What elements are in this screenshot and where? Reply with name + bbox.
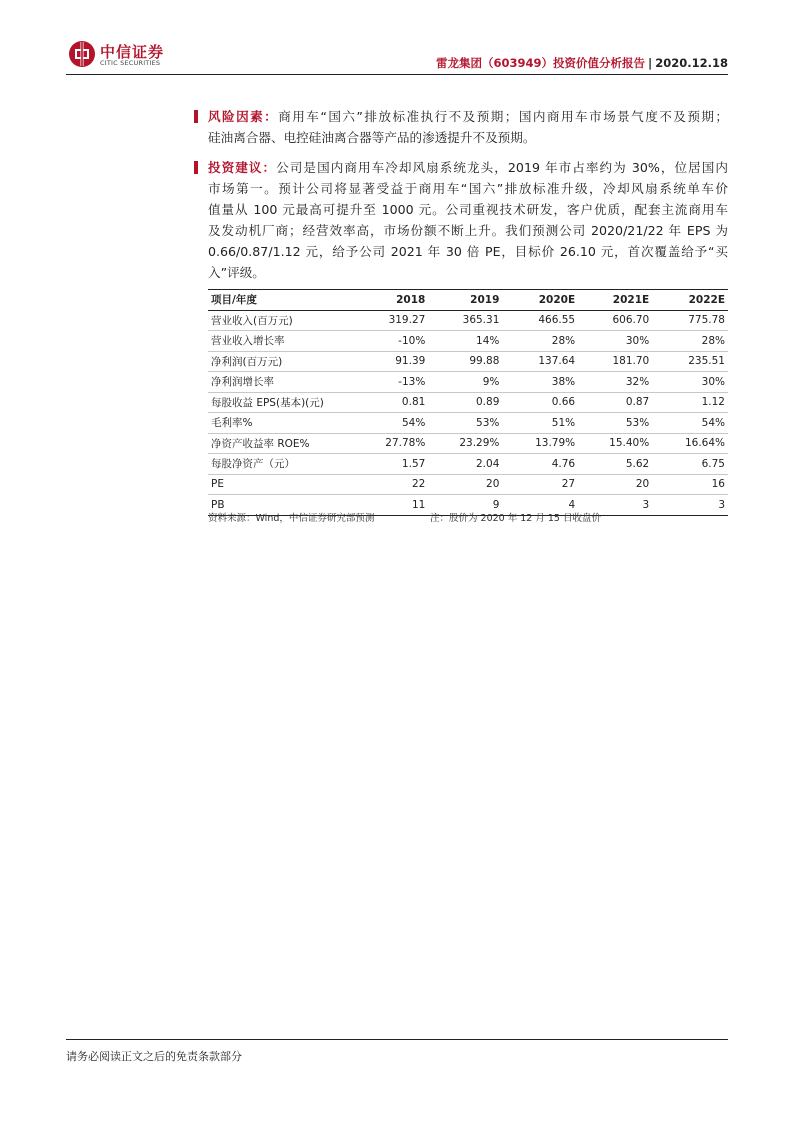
table-row [208, 413, 728, 434]
table-cell: 净利润增长率 [208, 372, 358, 393]
table-cell: 53% [578, 413, 652, 434]
table-cell: 14% [428, 331, 502, 352]
table-cell: 5.62 [578, 454, 652, 475]
logo-text-en: CITIC SECURITIES [100, 59, 161, 67]
table-cell: 15.40% [578, 433, 652, 454]
footer-divider [66, 1039, 728, 1040]
table-cell: 137.64 [502, 351, 578, 372]
table-cell: 30% [578, 331, 652, 352]
table-cell: -13% [358, 372, 429, 393]
table-cell: 营业收入(百万元) [208, 310, 358, 331]
table-cell: 53% [428, 413, 502, 434]
table-cell: 54% [358, 413, 429, 434]
table-cell: 30% [652, 372, 728, 393]
header-info [436, 55, 728, 71]
advice-line-1: 投资建议：公司是国内商用车冷却风扇系统龙头，2019 年市占率约为 30%，位居国内 [208, 160, 728, 175]
report-date: 2020.12.18 [655, 56, 728, 70]
table-cell: 毛利率% [208, 413, 358, 434]
table-cell: 每股收益 EPS(基本)(元) [208, 392, 358, 413]
advice-paragraph [208, 157, 728, 283]
risk-line-2: 硅油离合器、电控硅油离合器等产品的渗透提升不及预期。 [208, 130, 536, 145]
table-cell: 32% [578, 372, 652, 393]
table-row [208, 474, 728, 495]
citic-logo-icon [68, 40, 96, 68]
table-header-cell: 2019 [428, 290, 502, 311]
advice-line-2: 市场第一。预计公司将显著受益于商用车“国六”排放标准升级，冷却风扇系统单车价 [208, 181, 728, 196]
table-cell: 0.66 [502, 392, 578, 413]
table-cell: 20 [428, 474, 502, 495]
table-row [208, 331, 728, 352]
table-cell: PE [208, 474, 358, 495]
table-cell: 319.27 [358, 310, 429, 331]
table-header-cell: 2020E [502, 290, 578, 311]
table-cell: 91.39 [358, 351, 429, 372]
financial-forecast-table [208, 289, 728, 516]
table-cell: 606.70 [578, 310, 652, 331]
table-cell: 28% [502, 331, 578, 352]
table-cell: 2.04 [428, 454, 502, 475]
table-cell: 3 [578, 495, 652, 516]
table-cell: 营业收入增长率 [208, 331, 358, 352]
advice-line-3: 值量从 100 元最高可提升至 1000 元。公司重视技术研发，客户优质，配套主流商用车 [208, 202, 728, 217]
table-cell: 775.78 [652, 310, 728, 331]
advice-line-5: 0.66/0.87/1.12 元，给予公司 2021 年 30 倍 PE，目标价 26.10 元，首次覆盖给予“买 [208, 244, 728, 259]
table-header-cell: 2021E [578, 290, 652, 311]
table-cell: 6.75 [652, 454, 728, 475]
table-header-row [208, 290, 728, 311]
table-cell: -10% [358, 331, 429, 352]
table-cell: 13.79% [502, 433, 578, 454]
logo-text-cn: 中信证券 [100, 43, 165, 61]
table-cell: 51% [502, 413, 578, 434]
table-row [208, 351, 728, 372]
table-cell: 16.64% [652, 433, 728, 454]
table-cell: 9% [428, 372, 502, 393]
advice-line-6: 入”评级。 [208, 265, 265, 280]
table-cell: 1.12 [652, 392, 728, 413]
header-separator: | [648, 56, 653, 70]
table-row [208, 433, 728, 454]
risk-line-1: 风险因素：商用车“国六”排放标准执行不及预期；国内商用车市场景气度不及预期； [208, 109, 728, 124]
table-cell: 28% [652, 331, 728, 352]
table-row [208, 310, 728, 331]
table-cell: 0.81 [358, 392, 429, 413]
table-cell: 23.29% [428, 433, 502, 454]
table-cell: 22 [358, 474, 429, 495]
advice-line-4: 及发动机厂商；经营效率高，市场份额不断上升。我们预测公司 2020/21/22 年 EPS 为 [208, 223, 728, 238]
section-marker [194, 110, 198, 123]
table-cell: 0.87 [578, 392, 652, 413]
table-header-cell: 2018 [358, 290, 429, 311]
table-cell: PB [208, 495, 358, 516]
table-row [208, 454, 728, 475]
disclaimer-footer: 请务必阅读正文之后的免责条款部分 [66, 1050, 242, 1063]
table-cell: 净资产收益率 ROE% [208, 433, 358, 454]
section-marker [194, 161, 198, 174]
table-cell: 净利润(百万元) [208, 351, 358, 372]
price-note: 注：股价为 2020 年 12 月 15 日收盘价 [430, 513, 601, 524]
risk-label: 风险因素： [208, 109, 279, 124]
table-row [208, 372, 728, 393]
page-header [66, 38, 728, 75]
table-cell: 每股净资产（元） [208, 454, 358, 475]
table-header-cell: 2022E [652, 290, 728, 311]
table-row [208, 392, 728, 413]
table-cell: 466.55 [502, 310, 578, 331]
table-cell: 4.76 [502, 454, 578, 475]
table-cell: 20 [578, 474, 652, 495]
table-cell: 181.70 [578, 351, 652, 372]
advice-label: 投资建议： [208, 160, 277, 175]
table-cell: 0.89 [428, 392, 502, 413]
table-header-cell: 项目/年度 [208, 290, 358, 311]
table-cell: 38% [502, 372, 578, 393]
table-cell: 27 [502, 474, 578, 495]
table-cell: 54% [652, 413, 728, 434]
report-title: 雷龙集团（603949）投资价值分析报告 [436, 56, 646, 70]
risk-paragraph [208, 106, 728, 148]
table-cell: 9 [428, 495, 502, 516]
table-cell: 1.57 [358, 454, 429, 475]
table-cell: 11 [358, 495, 429, 516]
table-cell: 27.78% [358, 433, 429, 454]
table-cell: 365.31 [428, 310, 502, 331]
table-cell: 99.88 [428, 351, 502, 372]
table-cell: 16 [652, 474, 728, 495]
table-cell: 4 [502, 495, 578, 516]
table-cell: 235.51 [652, 351, 728, 372]
citic-logo [66, 38, 186, 72]
data-source-note: 资料来源：Wind，中信证券研究部预测 [208, 513, 375, 524]
table-cell: 3 [652, 495, 728, 516]
